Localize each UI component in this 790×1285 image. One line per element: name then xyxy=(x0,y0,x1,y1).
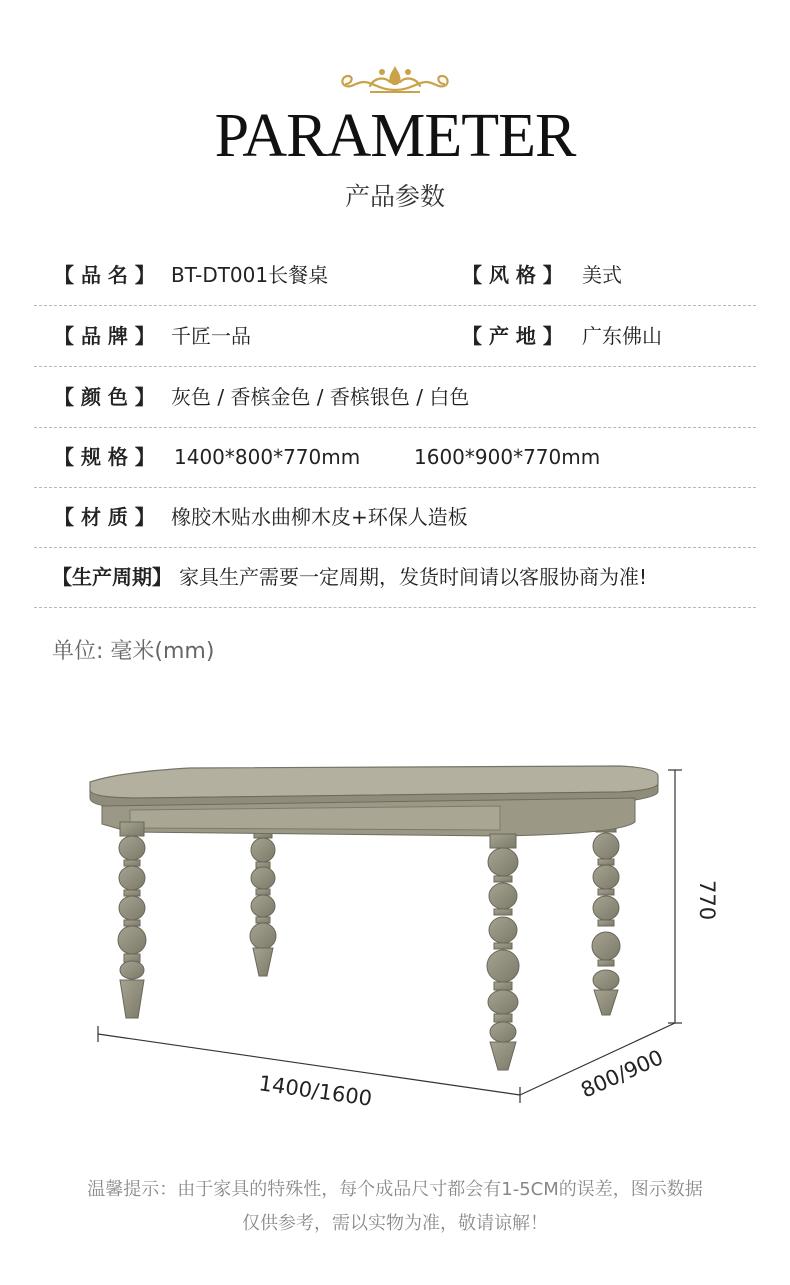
name-label: 【 品 名 】 xyxy=(54,263,155,287)
origin-label: 【 产 地 】 xyxy=(462,324,563,348)
table-leg-front-left xyxy=(118,822,146,1018)
style-value: 美式 xyxy=(582,263,622,287)
notice-line-2: 仅供参考，需以实物为准，敬请谅解！ xyxy=(242,1213,548,1234)
param-row-cycle xyxy=(34,547,756,608)
dimension-height: 770 xyxy=(695,880,719,921)
size-value-2: 1600*900*770mm xyxy=(414,445,601,469)
decorative-flourish-icon xyxy=(330,60,460,96)
size-value-1: 1400*800*770mm xyxy=(174,445,361,469)
param-row-brand-origin xyxy=(34,306,756,367)
name-value: BT-DT001长餐桌 xyxy=(171,263,329,287)
cycle-label: 【生产周期】 xyxy=(52,565,172,589)
param-row-material xyxy=(34,487,756,548)
size-label: 【 规 格 】 xyxy=(54,445,155,469)
page-title: PARAMETER xyxy=(214,102,576,170)
table-leg-back-left xyxy=(250,828,276,976)
brand-value: 千匠一品 xyxy=(171,324,251,348)
style-label: 【 风 格 】 xyxy=(462,263,563,287)
color-label: 【 颜 色 】 xyxy=(54,385,155,409)
cycle-value: 家具生产需要一定周期，发货时间请以客服协商为准! xyxy=(179,565,648,589)
color-value: 灰色 / 香槟金色 / 香槟银色 / 白色 xyxy=(171,385,470,409)
notice-line-1: 温馨提示：由于家具的特殊性，每个成品尺寸都会有1-5CM的误差，图示数据 xyxy=(87,1179,703,1200)
page-subtitle: 产品参数 xyxy=(344,182,445,211)
origin-value: 广东佛山 xyxy=(582,324,662,348)
table-dimension-diagram xyxy=(60,740,740,1130)
material-label: 【 材 质 】 xyxy=(54,505,155,529)
table-leg-back-right xyxy=(592,822,620,1015)
dimension-length: 1400/1600 xyxy=(257,1071,374,1111)
unit-label: 单位: 毫米(mm) xyxy=(52,639,215,664)
param-row-name-style xyxy=(34,245,756,306)
param-row-size xyxy=(34,427,756,488)
brand-label: 【 品 牌 】 xyxy=(54,324,155,348)
dimension-width: 800/900 xyxy=(577,1045,667,1103)
param-row-color xyxy=(34,367,756,428)
material-value: 橡胶木贴水曲柳木皮+环保人造板 xyxy=(171,505,468,529)
table-leg-front-right xyxy=(487,834,519,1070)
